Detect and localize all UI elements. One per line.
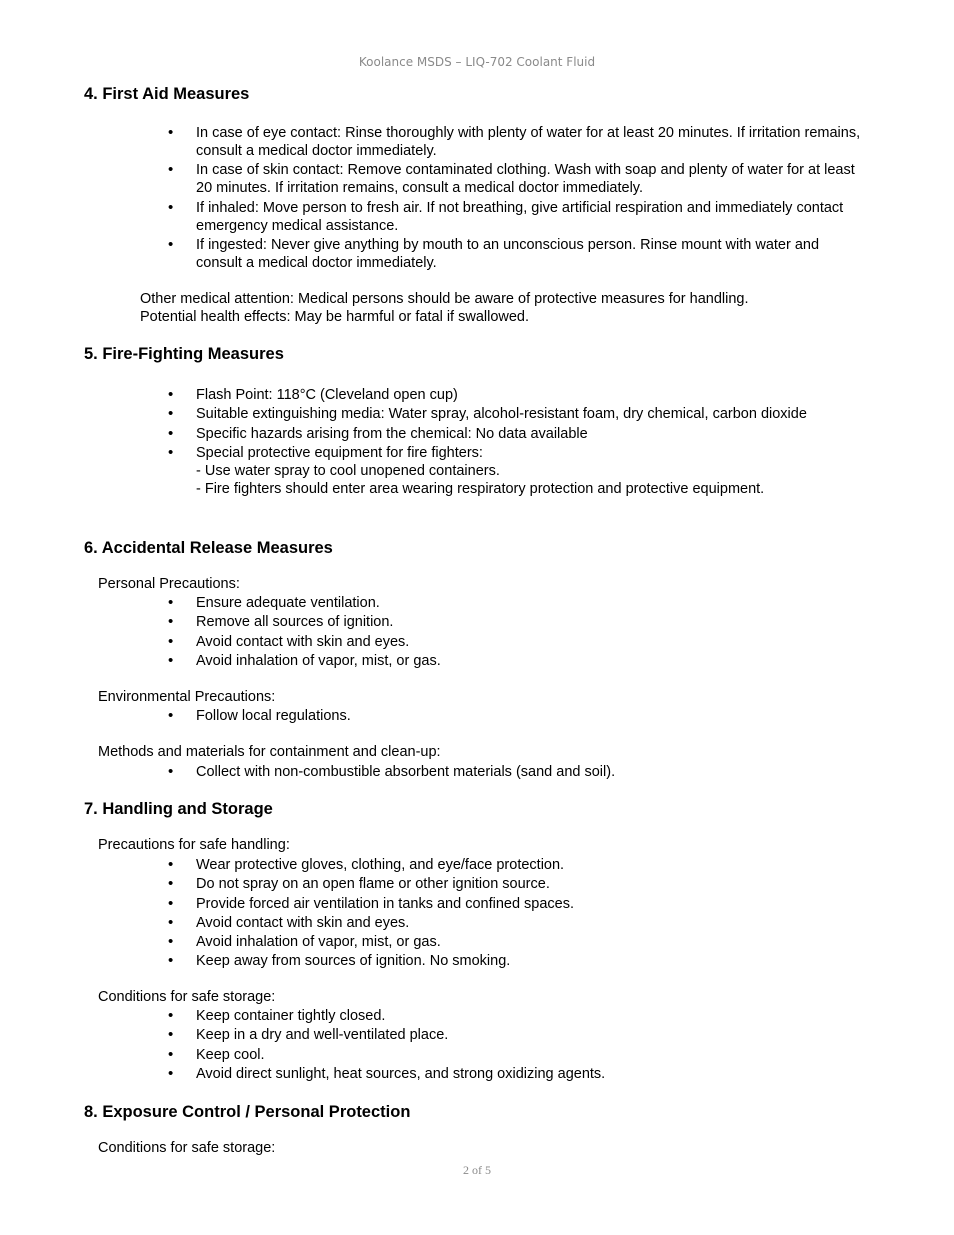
list-item: • If ingested: Never give anything by mouth to an unconscious person. Rinse mount with water and consult a medical doctor immediately. [84, 236, 864, 272]
list-item: • Flash Point: 118°C (Cleveland open cup) [84, 386, 864, 404]
sub-item: - Use water spray to cool unopened containers. [196, 462, 500, 479]
personal-precautions-list [84, 594, 864, 671]
list-item: • Suitable extinguishing media: Water spray, alcohol-resistant foam, dry chemical, carbon dioxide [84, 405, 864, 423]
list-item: • In case of skin contact: Remove contaminated clothing. Wash with soap and plenty of water for at least 20 minutes. If irritation remains, consult a medical doctor immediately. [84, 161, 864, 197]
list-item: • Keep cool. [84, 1046, 864, 1064]
first-aid-list [84, 124, 864, 273]
other-medical-attention [140, 290, 860, 326]
list-item: • Keep in a dry and well-ventilated place. [84, 1026, 864, 1044]
other-medical-line: Other medical attention: Medical persons should be aware of protective measures for handling. [140, 291, 749, 307]
list-item: • Avoid contact with skin and eyes. [84, 914, 864, 932]
list-item: • Avoid inhalation of vapor, mist, or gas. [84, 933, 864, 951]
list-item: • Ensure adequate ventilation. [84, 594, 864, 612]
list-item: • Do not spray on an open flame or other ignition source. [84, 875, 864, 893]
list-item: • Keep container tightly closed. [84, 1007, 864, 1025]
list-item: • Collect with non-combustible absorbent materials (sand and soil). [84, 763, 864, 781]
safe-handling-label: Precautions for safe handling: [98, 837, 290, 853]
section-7-heading: 7. Handling and Storage [84, 800, 273, 818]
list-item: • Avoid contact with skin and eyes. [84, 633, 864, 651]
containment-methods-label: Methods and materials for containment and clean-up: [98, 744, 441, 760]
list-item: • Specific hazards arising from the chemical: No data available [84, 425, 864, 443]
sub-item: - Fire fighters should enter area wearing respiratory protection and protective equipment. [196, 480, 765, 497]
fire-fighting-list [84, 386, 864, 499]
list-item: • In case of eye contact: Rinse thoroughly with plenty of water for at least 20 minutes. If irritation remains, consult a medical doctor immediately. [84, 124, 864, 160]
safe-storage-list [84, 1007, 864, 1084]
safe-handling-list [84, 856, 864, 972]
list-item-text: • Special protective equipment for fire fighters: [196, 444, 483, 461]
list-item: • Keep away from sources of ignition. No smoking. [84, 952, 864, 970]
safe-storage-label: Conditions for safe storage: [98, 989, 276, 1005]
section-6-heading: 6. Accidental Release Measures [84, 539, 333, 557]
list-item: • Remove all sources of ignition. [84, 613, 864, 631]
list-item: • Provide forced air ventilation in tanks and confined spaces. [84, 895, 864, 913]
list-item: • If inhaled: Move person to fresh air. If not breathing, give artificial respiration and immediately contact emergency medical assistance. [84, 199, 864, 235]
page-number: 2 of 5 [463, 1163, 491, 1177]
containment-methods-list [84, 763, 864, 782]
environmental-precautions-list [84, 707, 864, 726]
environmental-precautions-label: Environmental Precautions: [98, 689, 276, 705]
list-item: • Follow local regulations. [84, 707, 864, 725]
page-header: Koolance MSDS – LIQ-702 Coolant Fluid [358, 55, 596, 69]
safe-storage-label: Conditions for safe storage: [98, 1140, 276, 1156]
list-item: • Wear protective gloves, clothing, and eye/face protection. [84, 856, 864, 874]
personal-precautions-label: Personal Precautions: [98, 576, 240, 592]
list-item [84, 444, 864, 498]
section-4-heading: 4. First Aid Measures [84, 85, 250, 103]
list-item: • Avoid direct sunlight, heat sources, and strong oxidizing agents. [84, 1065, 864, 1083]
list-item: • Avoid inhalation of vapor, mist, or gas. [84, 652, 864, 670]
health-effects-line: Potential health effects: May be harmful or fatal if swallowed. [140, 309, 530, 325]
section-5-heading: 5. Fire-Fighting Measures [84, 345, 284, 363]
section-8-heading: 8. Exposure Control / Personal Protection [84, 1103, 411, 1121]
